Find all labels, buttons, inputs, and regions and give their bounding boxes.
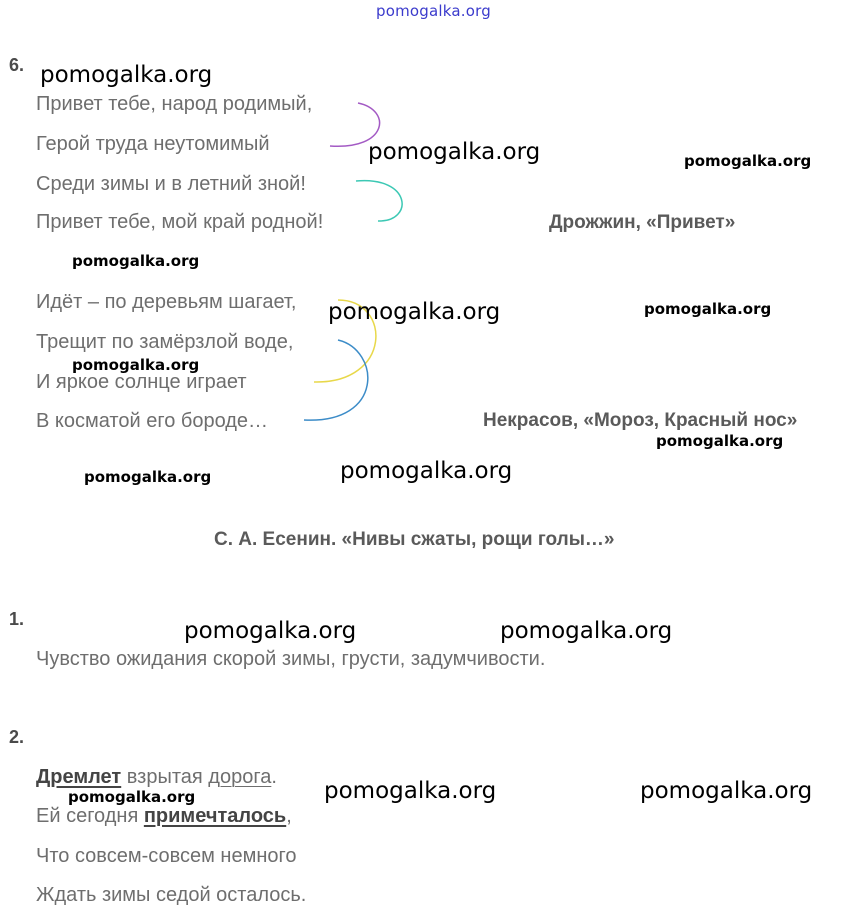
poem-line: Герой труда неутомимый <box>36 133 270 155</box>
word-underlined: дорога <box>208 766 272 788</box>
watermark: pomogalka.org <box>72 252 200 270</box>
punctuation: . <box>271 766 277 788</box>
poem-line: Привет тебе, мой край родной! <box>36 211 324 233</box>
watermark: pomogalka.org <box>368 139 541 165</box>
section-title: С. А. Есенин. «Нивы сжаты, рощи голы…» <box>214 529 615 550</box>
watermark: pomogalka.org <box>184 618 357 644</box>
poem-line: Идёт – по деревьям шагает, <box>36 291 297 313</box>
watermark: pomogalka.org <box>684 152 812 170</box>
poem-line: Трещит по замёрзлой воде, <box>36 331 294 353</box>
watermark: pomogalka.org <box>324 778 497 804</box>
poem-line: Привет тебе, народ родимый, <box>36 93 313 115</box>
poem-line <box>36 766 277 789</box>
watermark: pomogalka.org <box>640 778 813 804</box>
watermark: pomogalka.org <box>500 618 673 644</box>
watermark-top: pomogalka.org <box>376 2 491 20</box>
watermark: pomogalka.org <box>328 299 501 325</box>
poem-author: Дрожжин, «Привет» <box>549 212 736 233</box>
task-number: 2. <box>9 727 25 747</box>
watermark: pomogalka.org <box>644 300 772 318</box>
answer-text: Чувство ожидания скорой зимы, грусти, задумчивости. <box>36 648 546 670</box>
poem-line: Ждать зимы седой осталось. <box>36 884 307 906</box>
watermark: pomogalka.org <box>656 432 784 450</box>
poem-line: Что совсем-совсем немного <box>36 845 297 867</box>
word: взрытая <box>121 766 209 788</box>
word: Ей сегодня <box>36 805 144 827</box>
watermark: pomogalka.org <box>340 458 513 484</box>
watermark: pomogalka.org <box>72 356 200 374</box>
poem-line: Среди зимы и в летний зной! <box>36 173 306 195</box>
watermark: pomogalka.org <box>68 788 196 806</box>
task-number: 1. <box>9 609 25 629</box>
poem-line: И яркое солнце играет <box>36 371 247 393</box>
watermark: pomogalka.org <box>40 62 213 88</box>
word-underlined-double: примечталось <box>143 805 287 827</box>
poem-line: В косматой его бороде… <box>36 410 269 432</box>
punctuation: , <box>286 805 292 827</box>
poem-author: Некрасов, «Мороз, Красный нос» <box>483 410 798 431</box>
word-underlined-double: Дремлет <box>36 766 122 788</box>
task-number: 6. <box>9 55 25 75</box>
poem-line <box>36 805 292 828</box>
watermark: pomogalka.org <box>84 468 212 486</box>
rhyme-arc <box>356 181 402 221</box>
